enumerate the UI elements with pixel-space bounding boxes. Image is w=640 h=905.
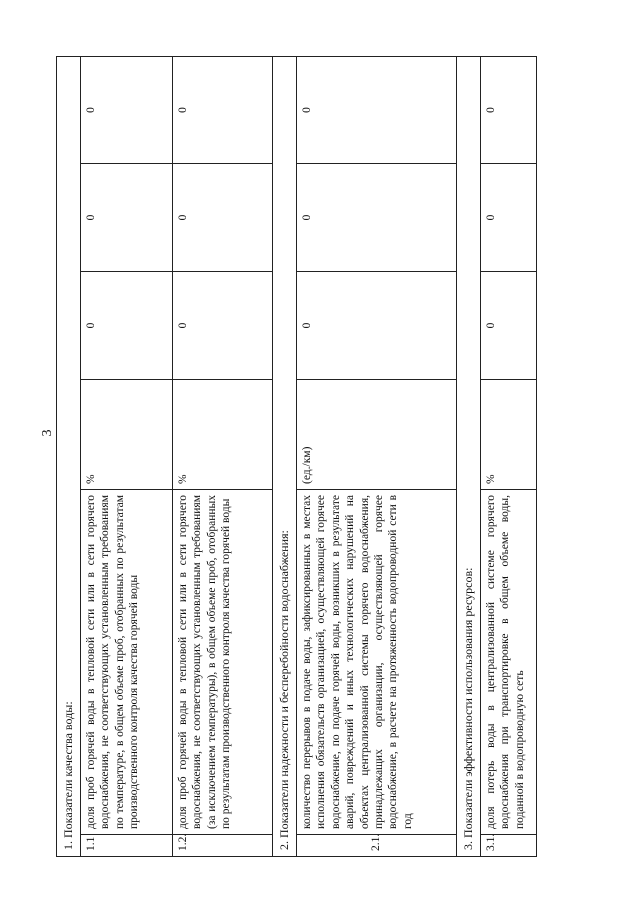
row-value-2: 0 — [81, 164, 173, 272]
row-number: 1.1 — [81, 835, 173, 857]
row-value-3: 0 — [173, 56, 273, 163]
row-number: 2.1. — [297, 835, 457, 857]
section-header-row — [457, 56, 481, 856]
row-value-2: 0 — [297, 164, 457, 272]
section-title: 2. Показатели надежности и бесперебойности водоснабжения: — [273, 56, 297, 856]
row-value-1: 0 — [297, 272, 457, 380]
row-unit: % — [173, 380, 273, 490]
table-row — [297, 56, 457, 856]
table-row — [173, 56, 273, 856]
table-row — [81, 56, 173, 856]
row-description: доля потерь воды в централизованной системе горячего водоснабжения при транспортировке в общем объеме воды, поданной в водопроводную сеть — [481, 490, 537, 835]
row-value-1: 0 — [481, 272, 537, 380]
row-value-2: 0 — [173, 164, 273, 272]
indicators-sheet — [56, 57, 526, 857]
row-unit: % — [481, 380, 537, 490]
section-title: 1. Показатели качества воды: — [57, 56, 81, 856]
page-number: 3 — [40, 429, 55, 437]
row-value-3: 0 — [481, 56, 537, 163]
row-description: количество перерывов в подаче воды, зафиксированных в местах исполнения обязательств организацией, осуществляющей горячее водоснабжение, по подаче горячей воды, возникших в результате аварий, повреждений и иных технологических нарушений на объектах централизованной системы горячего водоснабжения, принадлежащих организации, осуществляющей горячее водоснабжение, в расчете на протяженность водопроводной сети в год — [297, 490, 457, 835]
row-value-1: 0 — [173, 272, 273, 380]
section-header-row — [57, 56, 81, 856]
section-title: 3. Показатели эффективности использования ресурсов: — [457, 56, 481, 856]
row-number: 3.1. — [481, 835, 537, 857]
row-unit: (ед./км) — [297, 380, 457, 490]
row-value-3: 0 — [297, 56, 457, 163]
indicators-table — [56, 56, 537, 857]
row-value-3: 0 — [81, 56, 173, 163]
row-description: доля проб горячей воды в тепловой сети или в сети горячего водоснабжения, не соответствующих установленным требованиям (за исключением температуры), в общем объеме проб, отобранных по результатам производственного контроля качества горячей воды — [173, 490, 273, 835]
row-number: 1.2. — [173, 835, 273, 857]
row-description: доля проб горячей воды в тепловой сети или в сети горячего водоснабжения, не соответствующих установленным требованиям по температуре, в общем объеме проб, отобранных по результатам производственного контроля качества горячей воды — [81, 490, 173, 835]
section-header-row — [273, 56, 297, 856]
row-unit: % — [81, 380, 173, 490]
table-row — [481, 56, 537, 856]
row-value-2: 0 — [481, 164, 537, 272]
row-value-1: 0 — [81, 272, 173, 380]
